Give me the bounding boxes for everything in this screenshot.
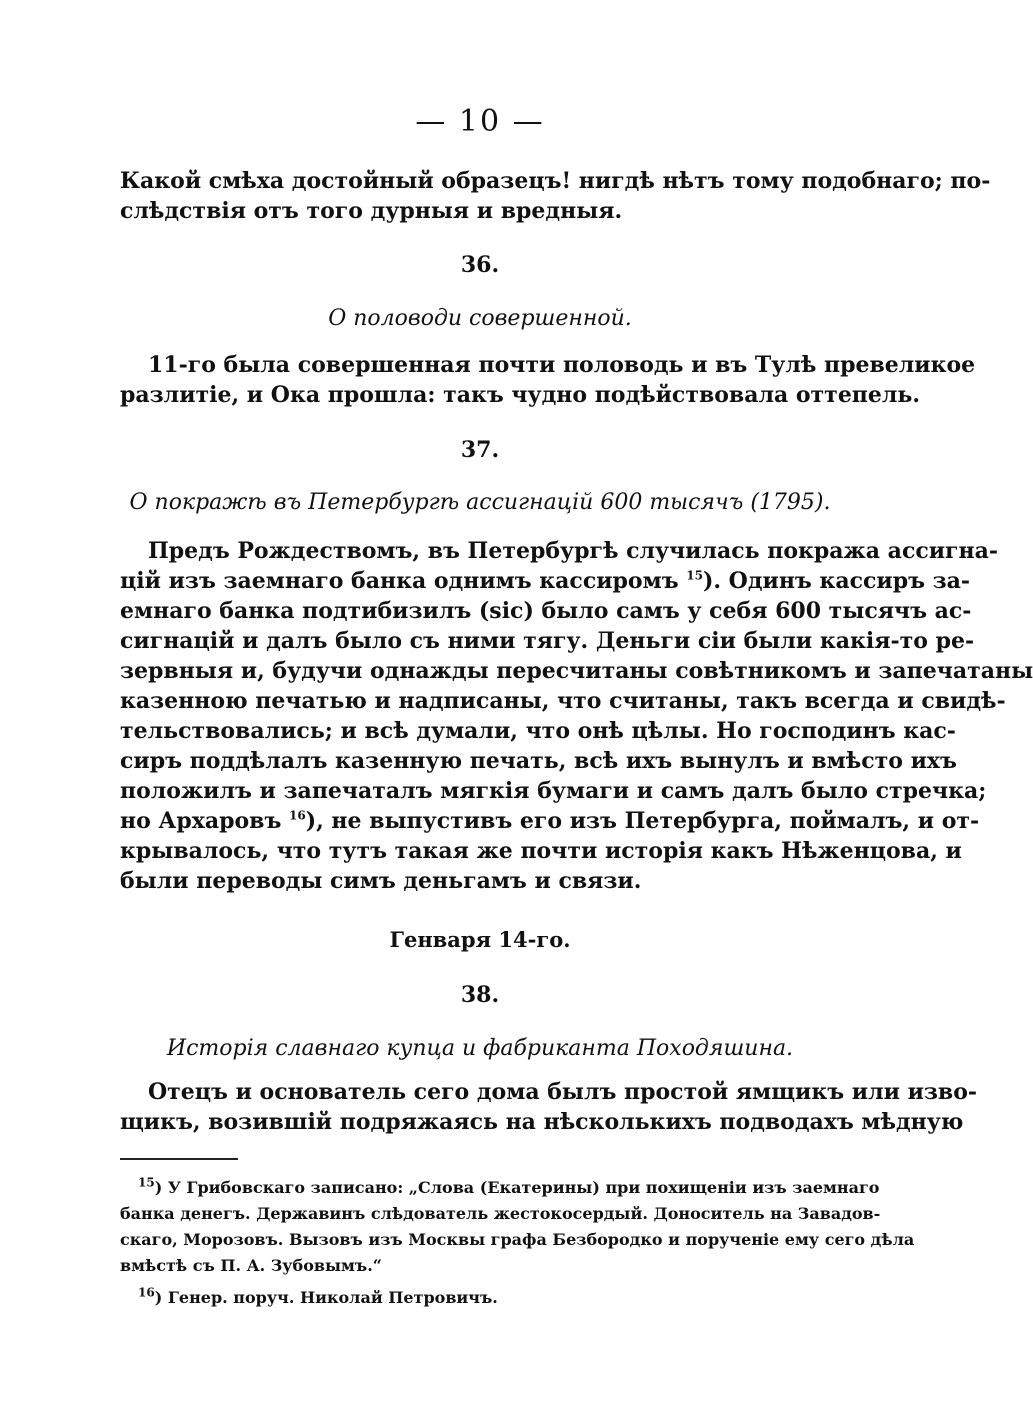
section-37-line: сиръ поддѣлалъ казенную печать, всѣ ихъ вынулъ и вмѣсто ихъ [120,748,957,774]
section-37-line: крывалось, что тутъ такая же почти исторія какъ Нѣженцова, и [120,838,962,864]
section-37-line: сигнацій и далъ было съ ними тягу. Деньги сіи были какія-то ре- [120,628,975,654]
footnote-15-line: скаго, Морозовъ. Вызовъ изъ Москвы графа Безбородко и порученіе ему сего дѣла [120,1230,915,1249]
section-38-title: Исторія славнаго купца и фабриканта Походяшина. [166,1036,794,1061]
section-37-paragraph [120,536,1033,896]
section-37-line: Предъ Рождествомъ, въ Петербургѣ случилась покража ассигна- [148,538,999,564]
section-37-line-part: ). Одинъ кассиръ за- [702,568,971,594]
section-36-number: 36. [460,252,500,278]
section-36-line: разлитіе, и Ока прошла: такъ чудно подѣйствовала оттепель. [120,382,921,408]
section-37-line: были переводы симъ деньгамъ и связи. [120,868,642,894]
footnote-15-line: вмѣстѣ съ П. А. Зубовымъ.“ [120,1256,382,1275]
intro-line: Какой смѣха достойный образецъ! нигдѣ нѣтъ тому подобнаго; по- [120,168,991,194]
page-number: — 10 — [415,104,545,139]
footnote-16-mark: 16 [138,1285,155,1300]
section-38-number: 38. [460,982,500,1008]
footnote-16-text: ) Генер. поруч. Николай Петровичъ. [154,1288,498,1307]
section-38-paragraph [120,1077,978,1137]
section-37-line: тельствовались; и всѣ думали, что онѣ цѣлы. Но господинъ кас- [120,718,956,744]
section-37-line-part: но Архаровъ [120,808,289,834]
section-37-line [120,566,971,596]
footnote-ref-16[interactable]: 16 [289,808,306,823]
section-36-title: О половоди совершенной. [328,306,632,331]
intro-paragraph [120,166,991,226]
footnote-ref-15[interactable]: 15 [686,568,703,583]
section-36-paragraph [120,350,976,410]
section-37-line: зервныя и, будучи однажды пересчитаны совѣтникомъ и запечатаны [120,658,1033,684]
date-heading: Генваря 14-го. [389,927,571,952]
footnote-15-mark: 15 [138,1175,155,1190]
section-37-line: положилъ и запечаталъ мягкія бумаги и самъ далъ было стречка; [120,778,987,804]
footnote-16-line [120,1285,840,1311]
section-38-line: щикъ, возившій подряжаясь на нѣсколькихъ подводахъ мѣдную [120,1109,964,1135]
footnote-15-line [120,1175,880,1201]
section-38-line: Отецъ и основатель сего дома былъ простой ямщикъ или изво- [148,1079,978,1105]
section-37-line-part: цій изъ заемнаго банка однимъ кассиромъ [120,568,687,594]
section-37-line: казенною печатью и надписаны, что считаны, такъ всегда и свидѣ- [120,688,1006,714]
intro-line: слѣдствія отъ того дурныя и вредныя. [120,198,623,224]
section-37-line-part: ), не выпустивъ его изъ Петербурга, поймалъ, и от- [305,808,980,834]
section-37-number: 37. [460,437,500,463]
section-37-title: О покражѣ въ Петербургѣ ассигнацій 600 тысячъ (1795). [129,490,831,515]
footnote-15-text: ) У Грибовскаго записано: „Слова (Екатерины) при похищеніи изъ заемнаго [154,1178,880,1197]
footnote-divider [120,1158,238,1160]
section-37-line: емнаго банка подтибизилъ (sic) было самъ у себя 600 тысячъ ас- [120,598,972,624]
footnote-15-line: банка денегъ. Державинъ слѣдователь жестокосердый. Доноситель на Завадов- [120,1204,881,1223]
section-36-line: 11-го была совершенная почти половодь и въ Тулѣ превеликое [148,352,976,378]
section-37-line [120,806,980,836]
footnotes [120,1175,915,1311]
